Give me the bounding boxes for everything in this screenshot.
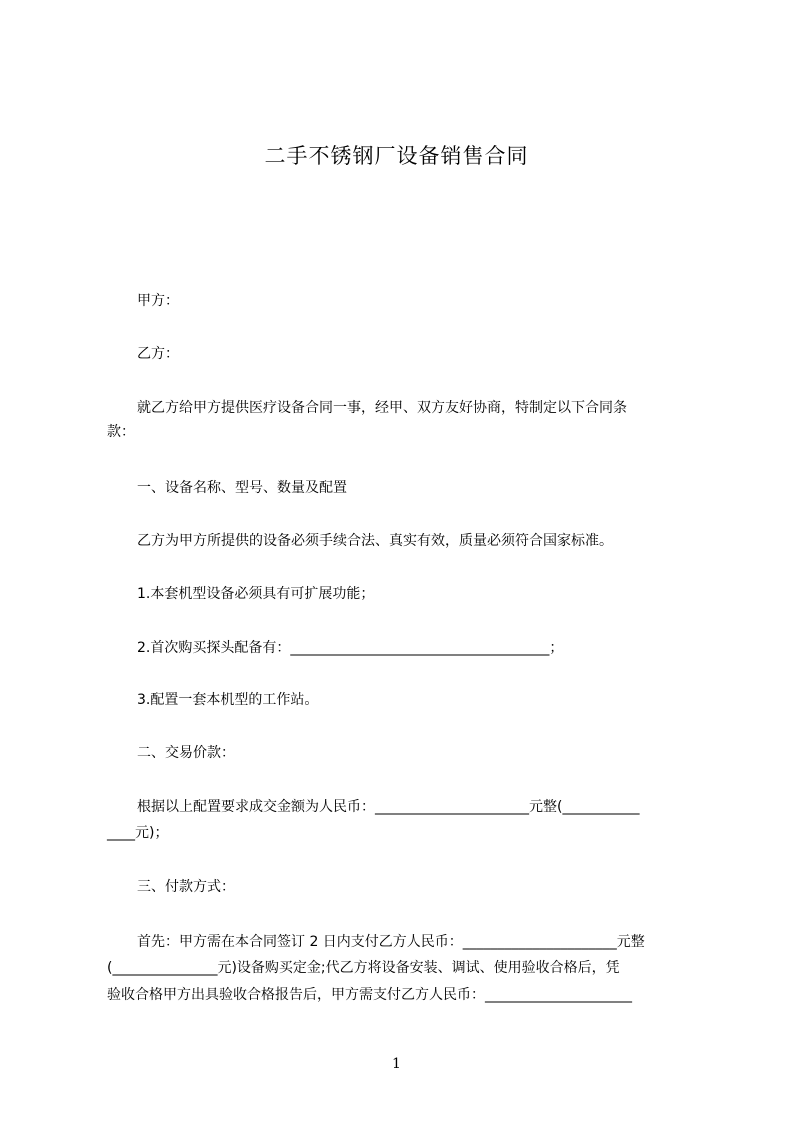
section-2-heading: 二、交易价款： bbox=[137, 745, 235, 761]
payment-paragraph-line-3: 验收合格甲方出具验收合格报告后，甲方需支付乙方人民币：_____________________ bbox=[107, 987, 632, 1003]
section-3-heading: 三、付款方式： bbox=[137, 879, 235, 895]
list-item-2: 2.首次购买探头配备有：_____________________________________； bbox=[137, 640, 564, 656]
payment-paragraph-line-2: (_______________元)设备购买定金;代乙方将设备安装、调试、使用验收合格后，凭 bbox=[107, 960, 620, 976]
price-paragraph-line-2: ____元)； bbox=[107, 825, 169, 841]
page-number: 1 bbox=[392, 1056, 401, 1072]
section-1-paragraph: 乙方为甲方所提供的设备必须手续合法、真实有效，质量必须符合国家标准。 bbox=[137, 533, 613, 549]
list-item-1: 1.本套机型设备必须具有可扩展功能； bbox=[137, 586, 375, 602]
intro-paragraph-line-1: 就乙方给甲方提供医疗设备合同一事，经甲、双方友好协商，特制定以下合同条 bbox=[137, 400, 627, 416]
section-1-heading: 一、设备名称、型号、数量及配置 bbox=[137, 480, 347, 496]
list-item-3: 3.配置一套本机型的工作站。 bbox=[137, 692, 319, 708]
price-paragraph-line-1: 根据以上配置要求成交金额为人民币：______________________元整(___________ bbox=[137, 799, 640, 815]
party-b-label: 乙方： bbox=[137, 346, 179, 362]
document-title: 二手不锈钢厂设备销售合同 bbox=[264, 144, 529, 168]
intro-paragraph-line-2: 款： bbox=[107, 424, 135, 440]
payment-paragraph-line-1: 首先：甲方需在本合同签订 2 日内支付乙方人民币：______________________元整 bbox=[137, 934, 645, 950]
party-a-label: 甲方： bbox=[137, 293, 179, 309]
